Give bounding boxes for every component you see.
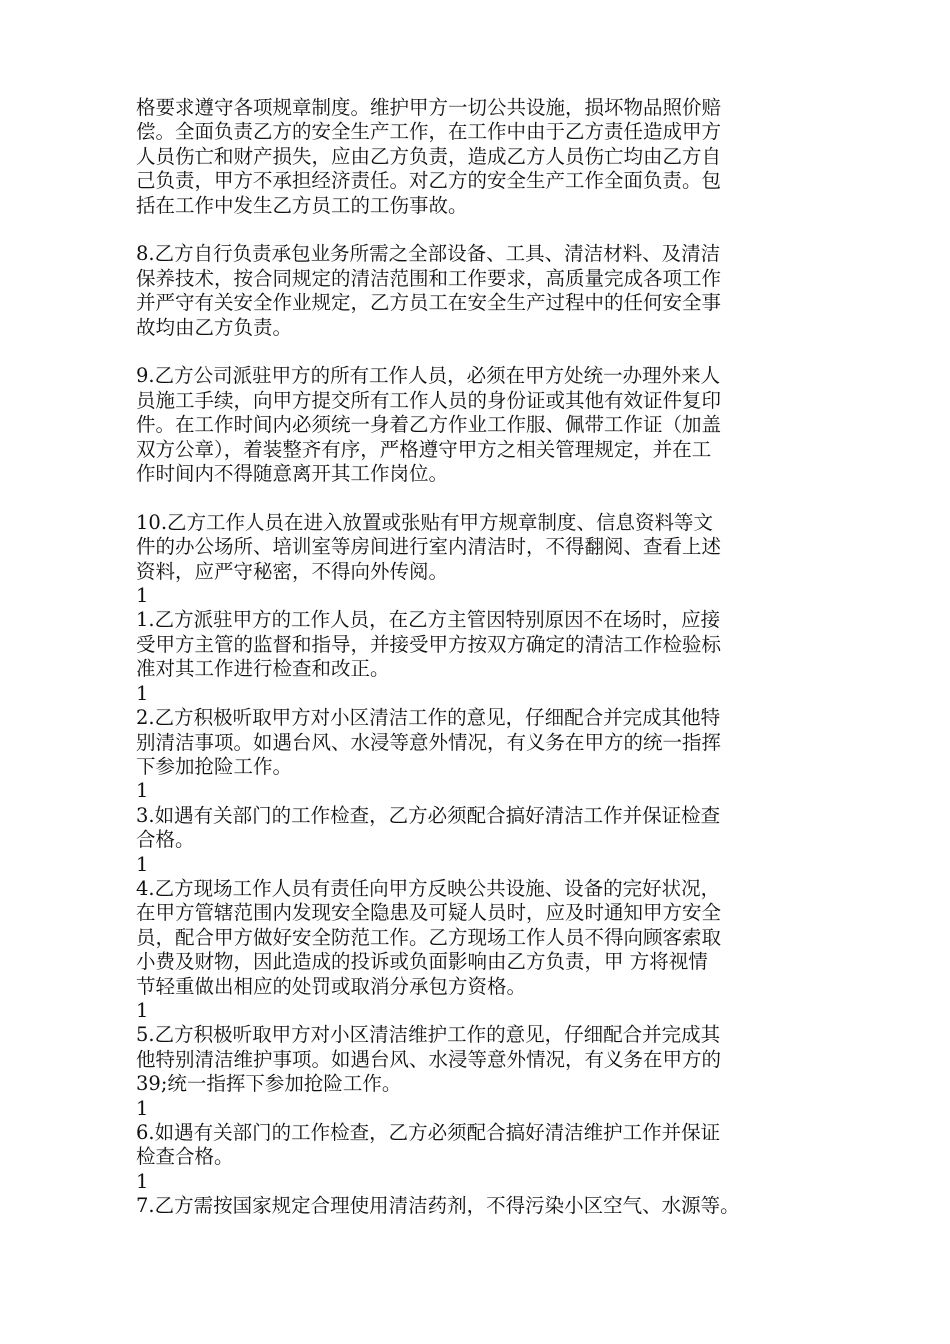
numbered-item-5: 5.乙方积极听取甲方对小区清洁维护工作的意见，仔细配合并完成其 他特别清洁维护事项。如遇台风、水浸等意外情况，有义务在甲方的 39;统一指挥下参加抢险工作。 (136, 1023, 722, 1096)
paragraph-gap (136, 486, 826, 510)
item-marker: 1 (136, 998, 149, 1022)
item-marker: 1 (136, 1096, 149, 1120)
numbered-item-3: 3.如遇有关部门的工作检查，乙方必须配合搞好清洁工作并保证检查 合格。 (136, 803, 721, 852)
numbered-item-2: 2.乙方积极听取甲方对小区清洁工作的意见，仔细配合并完成其他特 别清洁事项。如遇台风、水浸等意外情况，有义务在甲方的统一指挥 下参加抢险工作。 (136, 706, 722, 778)
numbered-item-7: 7.乙方需按国家规定合理使用清洁药剂，不得污染小区空气、水源等。 (136, 1194, 740, 1218)
paragraph-safety: 格要求遵守各项规章制度。维护甲方一切公共设施，损坏物品照价赔 偿。全面负责乙方的安全生产工作，在工作中由于乙方责任造成甲方 人员伤亡和财产损失，应由乙方负责，造成乙方人员伤亡均由乙方自 己负责，甲方不承担经济责任。对乙方的安全生产工作全面负责。包 括在工作中发生乙方员工的工伤事故。 (136, 96, 722, 217)
paragraph-gap (136, 218, 826, 242)
item-marker: 1 (136, 681, 149, 705)
numbered-item-6: 6.如遇有关部门的工作检查，乙方必须配合搞好清洁维护工作并保证 检查合格。 (136, 1121, 721, 1169)
numbered-item-4: 4.乙方现场工作人员有责任向甲方反映公共设施、设备的完好状况， 在甲方管辖范围内发现安全隐患及可疑人员时，应及时通知甲方安全 员，配合甲方做好安全防范工作。乙方现场工作人员不得向顾客索取 小费及财物，因此造成的投诉或负面影响由乙方负责，甲 方将视情 节轻重做出相应的处罚或取消分承包方资格。 (136, 876, 722, 998)
item-marker: 1 (136, 1169, 149, 1193)
paragraph-gap (136, 340, 826, 364)
paragraph-item-10: 10.乙方工作人员在进入放置或张贴有甲方规章制度、信息资料等文 件的办公场所、培训室等房间进行室内清洁时，不得翻阅、查看上述 资料，应严守秘密，不得向外传阅。 (136, 510, 722, 583)
numbered-item-1: 1.乙方派驻甲方的工作人员，在乙方主管因特别原因不在场时，应接 受甲方主管的监督和指导，并接受甲方按双方确定的清洁工作检验标 准对其工作进行检查和改正。 (136, 608, 722, 681)
item-marker: 1 (136, 584, 149, 608)
item-marker: 1 (136, 779, 149, 803)
paragraph-item-9: 9.乙方公司派驻甲方的所有工作人员，必须在甲方处统一办理外来人 员施工手续，向甲方提交所有工作人员的身份证或其他有效证件复印 件。在工作时间内必须统一身着乙方作业工作服、佩带工作证（加盖 双方公章），着装整齐有序，严格遵守甲方之相关管理规定，并在工 作时间内不得随意离开其工作岗位。 (136, 364, 722, 486)
paragraph-item-8: 8.乙方自行负责承包业务所需之全部设备、工具、清洁材料、及清洁 保养技术，按合同规定的清洁范围和工作要求，高质量完成各项工作 并严守有关安全作业规定，乙方员工在安全生产过程中的任何安全事 故均由乙方负责。 (136, 242, 722, 339)
item-marker: 1 (136, 852, 149, 876)
document-page (136, 96, 826, 1219)
